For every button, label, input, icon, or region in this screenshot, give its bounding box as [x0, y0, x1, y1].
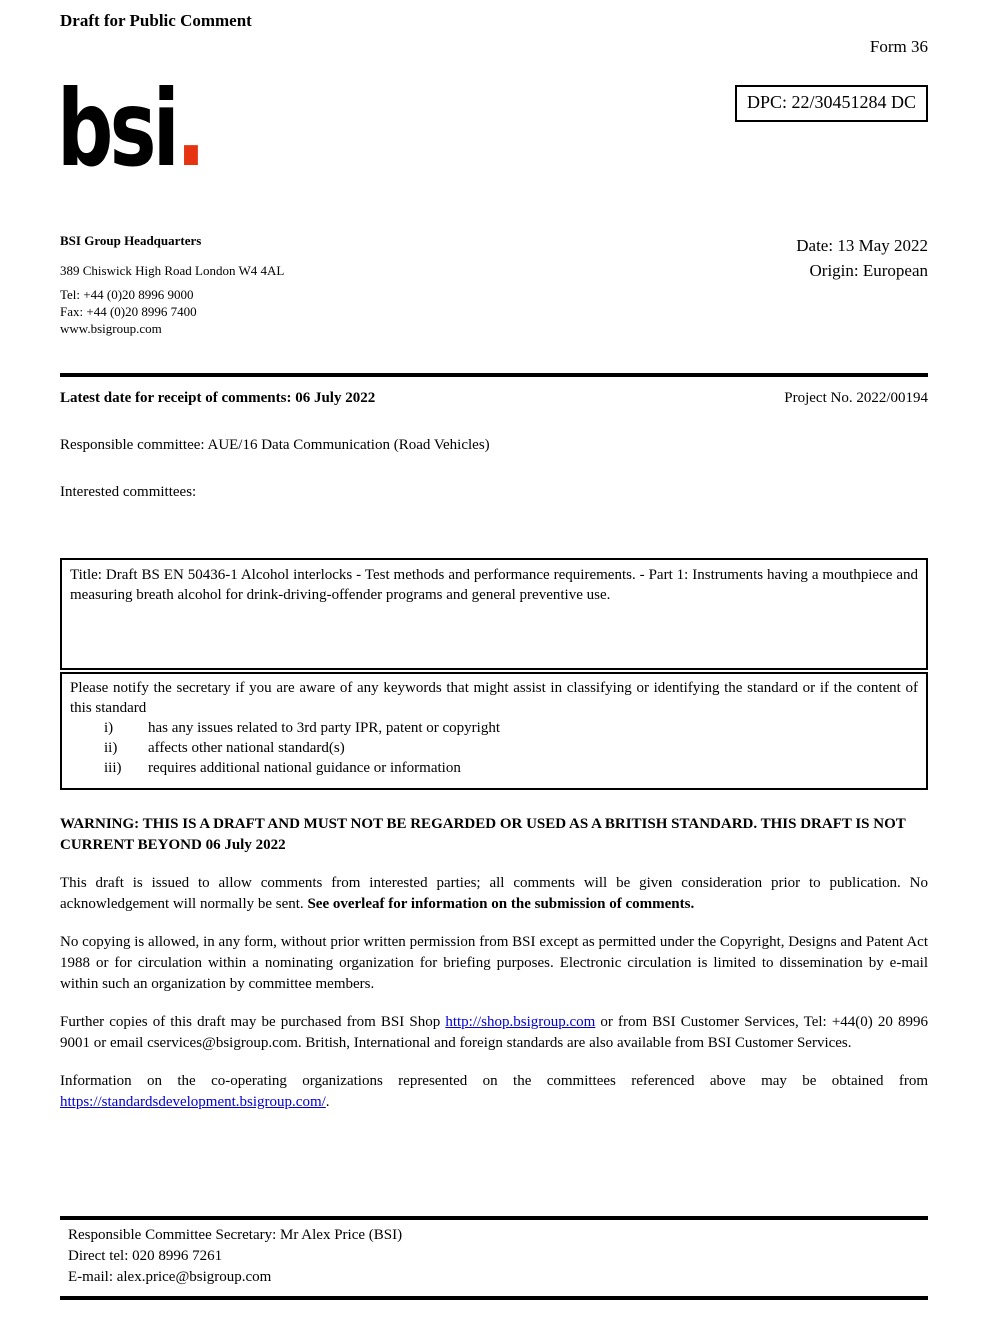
standard-title: Title: Draft BS EN 50436-1 Alcohol interlocks - Test methods and performance requirements. - Part 1: Instruments having a mouthpiece and measuring breath alcohol for drink-driving-offender programs and general preventive use.: [70, 567, 918, 603]
bsi-shop-link[interactable]: http://shop.bsigroup.com: [445, 1014, 596, 1030]
draft-warning: WARNING: THIS IS A DRAFT AND MUST NOT BE REGARDED OR USED AS A BRITISH STANDARD. THIS DRAFT IS NOT CURRENT BEYOND 06 July 2022: [60, 816, 906, 853]
footer-contact-block: [60, 1220, 928, 1296]
tel-line: Tel: +44 (0)20 8996 9000: [60, 287, 194, 302]
keyword-item: [70, 718, 918, 738]
direct-tel-line: Direct tel: 020 8996 7261: [68, 1248, 223, 1264]
keyword-item-number: i): [104, 720, 114, 736]
keyword-item: [70, 758, 918, 778]
footer-rule-bottom: [60, 1296, 928, 1300]
website-line: www.bsigroup.com: [60, 321, 162, 336]
cooperating-orgs-paragraph: [60, 1071, 928, 1113]
purchase-paragraph-text-after: or from BSI Customer Services, Tel: +44(0) 20 8996 9001 or email cservices@bsigroup.com. British, International and foreign standards are also available from BSI Customer Services.: [60, 1014, 928, 1051]
keyword-item: [70, 738, 918, 758]
copyright-paragraph: No copying is allowed, in any form, without prior written permission from BSI except as permitted under the Copyright, Designs and Patent Act 1988 or for circulation within a nominating organization for briefing purposes. Electronic circulation is limited to dissemination by e-mail within such an organization by committee members.: [60, 934, 928, 992]
dpc-number-box: DPC: 22/30451284 DC: [735, 85, 928, 122]
origin-line: Origin: European: [809, 261, 928, 280]
comments-deadline-row: [60, 390, 928, 407]
purchase-paragraph-text: Further copies of this draft may be purchased from BSI Shop: [60, 1014, 446, 1030]
bsi-logo-text: bsi: [57, 68, 176, 190]
purchase-paragraph: [60, 1012, 928, 1054]
project-number: Project No. 2022/00194: [784, 390, 928, 406]
keywords-box: [60, 672, 928, 790]
see-overleaf-note: See overleaf for information on the submission of comments.: [307, 896, 695, 912]
keyword-item-number: ii): [104, 740, 118, 756]
draft-for-public-comment-label: Draft for Public Comment: [60, 11, 252, 30]
title-box: [60, 558, 928, 670]
date-origin-block: [796, 233, 928, 337]
divider-rule-top: [60, 373, 928, 377]
bsi-logo-dot: .: [175, 68, 203, 190]
keyword-item-text: has any issues related to 3rd party IPR, patent or copyright: [148, 720, 501, 736]
street-address: 389 Chiswick High Road London W4 4AL: [60, 263, 285, 278]
cooperating-orgs-text-after: .: [325, 1094, 330, 1110]
fax-line: Fax: +44 (0)20 8996 7400: [60, 304, 197, 319]
bsi-logo: [57, 68, 203, 190]
keyword-item-text: affects other national standard(s): [148, 740, 345, 756]
standards-development-link[interactable]: https://standardsdevelopment.bsigroup.com/: [60, 1094, 326, 1110]
keywords-intro: Please notify the secretary if you are aware of any keywords that might assist in classifying or identifying the standard or if the content of this standard: [70, 680, 918, 716]
hq-title: BSI Group Headquarters: [60, 233, 202, 248]
footer: [60, 1216, 928, 1300]
secretary-line: Responsible Committee Secretary: Mr Alex Price (BSI): [68, 1227, 403, 1243]
comments-paragraph-text: This draft is issued to allow comments from interested parties; all comments will be given consideration prior to publication. No acknowledgement will normally be sent.: [60, 875, 928, 912]
latest-date-label: Latest date for receipt of comments: 06 July 2022: [60, 390, 376, 406]
header-middle-section: [57, 57, 928, 207]
cooperating-orgs-text: Information on the co-operating organizations represented on the committees referenced above may be obtained from: [60, 1073, 928, 1089]
date-line: Date: 13 May 2022: [796, 236, 928, 255]
responsible-committee-line: Responsible committee: AUE/16 Data Communication (Road Vehicles): [60, 437, 490, 453]
keyword-item-text: requires additional national guidance or information: [148, 760, 461, 776]
keyword-item-number: iii): [104, 760, 122, 776]
address-block: [60, 233, 284, 337]
comments-paragraph: [60, 873, 928, 915]
form-number: Form 36: [869, 37, 928, 56]
address-and-meta-row: [60, 233, 928, 337]
secretary-email-line: E-mail: alex.price@bsigroup.com: [68, 1269, 272, 1285]
interested-committees-line: Interested committees:: [60, 484, 197, 500]
